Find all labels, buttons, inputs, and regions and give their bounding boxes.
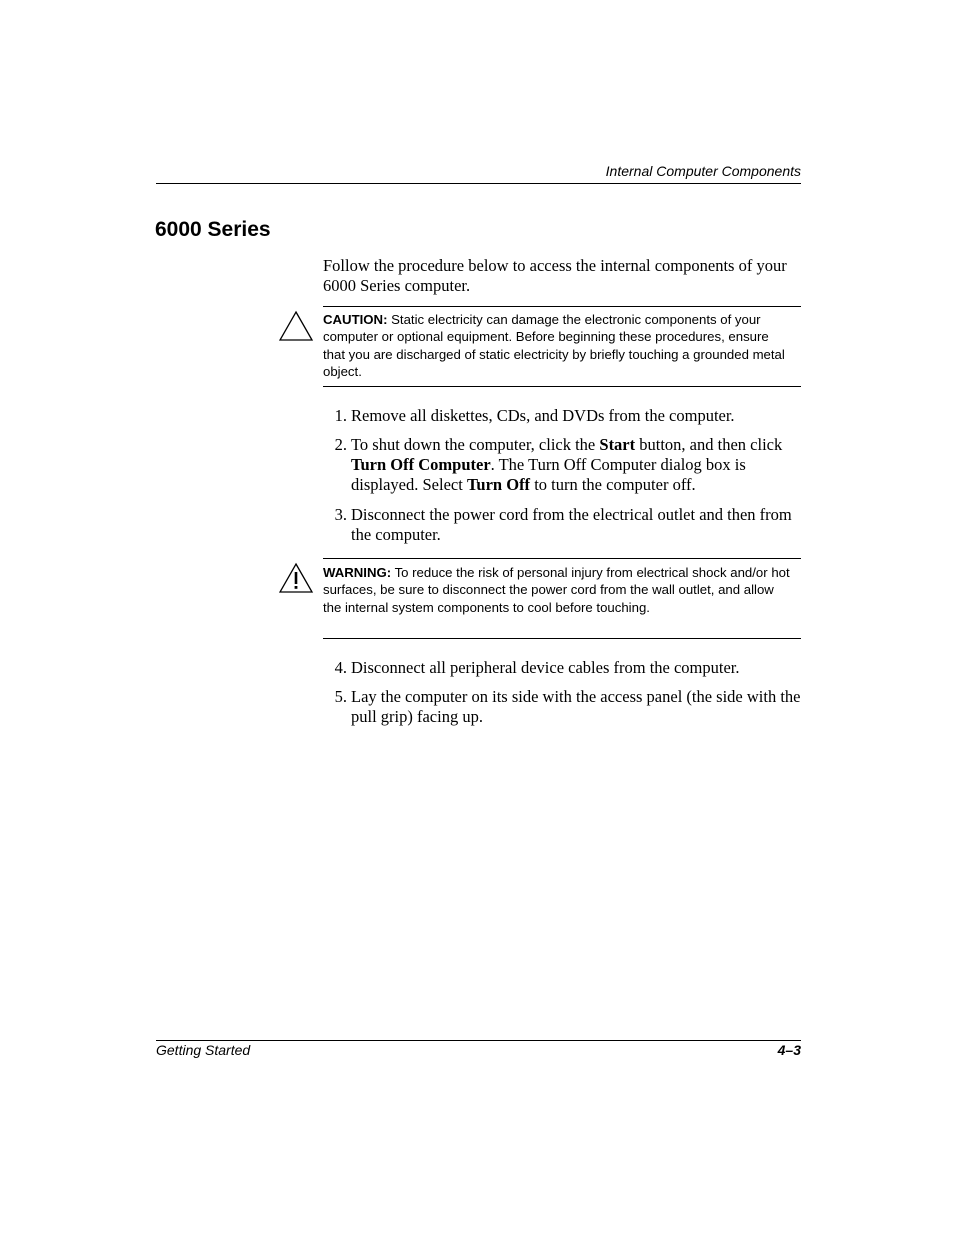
- caution-text: Static electricity can damage the electronic components of your computer or optional equipment. Before beginning these procedures, ensure that you are discharged of static electricity by briefly touching a grounded metal object.: [323, 312, 785, 380]
- warning-note: [323, 564, 793, 616]
- warning-text: To reduce the risk of personal injury from electrical shock and/or hot surfaces, be sure to disconnect the power cord from the wall outlet, and allow the internal system components to cool before touching.: [323, 565, 790, 615]
- step-text: Lay the computer on its side with the access panel (the side with the pull grip) facing up.: [351, 687, 801, 726]
- step-number: 1.: [334, 406, 347, 425]
- step-number: 3.: [334, 505, 347, 524]
- turn-off-computer-label: Turn Off Computer: [351, 455, 491, 474]
- page-number: 4–3: [777, 1042, 801, 1058]
- caution-top-rule: [323, 306, 801, 307]
- start-button-label: Start: [599, 435, 636, 454]
- caution-triangle-icon: [279, 310, 315, 342]
- footer-title: Getting Started: [156, 1042, 251, 1058]
- section-title: 6000 Series: [155, 218, 271, 241]
- warning-exclamation-icon: [279, 562, 315, 594]
- step-text: Remove all diskettes, CDs, and DVDs from the computer.: [351, 406, 735, 425]
- warning-top-rule: [323, 558, 801, 559]
- warning-bottom-rule: [323, 638, 801, 639]
- caution-note: [323, 311, 793, 381]
- step-number: 5.: [334, 687, 347, 706]
- step-text: Disconnect the power cord from the electrical outlet and then from the computer.: [351, 505, 792, 544]
- step-number: 4.: [334, 658, 347, 677]
- caution-bottom-rule: [323, 386, 801, 387]
- step-number: 2.: [334, 435, 347, 454]
- header-rule: [156, 183, 801, 184]
- footer-rule: [156, 1040, 801, 1041]
- warning-label: WARNING:: [323, 565, 392, 580]
- turn-off-label: Turn Off: [466, 475, 531, 494]
- step-text: Disconnect all peripheral device cables from the computer.: [351, 658, 740, 677]
- running-header: Internal Computer Components: [605, 163, 801, 179]
- step-text: To shut down the computer, click the Start button, and then click Turn Off Computer. The Turn Off Computer dialog box is displayed. Select Turn Off to turn the computer off.: [351, 435, 783, 494]
- intro-paragraph: Follow the procedure below to access the internal components of your 6000 Series computer.: [323, 256, 787, 295]
- caution-label: CAUTION:: [323, 312, 388, 327]
